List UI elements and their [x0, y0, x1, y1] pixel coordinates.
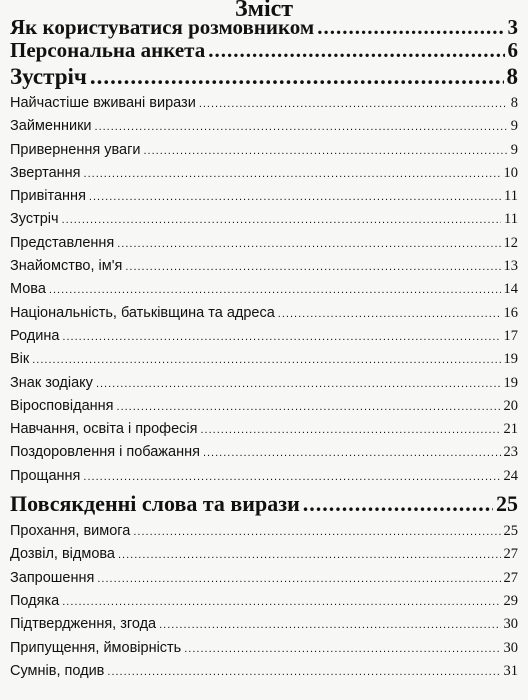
table-of-contents: [10, 16, 518, 683]
dot-leader: [278, 303, 501, 326]
toc-page-number: 9: [510, 118, 518, 135]
dot-leader: [62, 326, 500, 349]
toc-entry-label: Національність, батьківщина та адреса: [10, 304, 275, 321]
toc-entry-label: Знайомство, ім'я: [10, 258, 123, 275]
toc-entry[interactable]: [10, 185, 518, 208]
dot-leader: [303, 488, 493, 520]
toc-section-entry[interactable]: [10, 62, 518, 92]
toc-page-number: 16: [503, 304, 518, 321]
toc-page-number: 11: [504, 188, 518, 205]
toc-entry[interactable]: [10, 441, 518, 464]
dot-leader: [62, 591, 500, 614]
toc-entry[interactable]: [10, 348, 518, 371]
toc-entry-label: Зустріч: [10, 211, 59, 228]
dot-leader: [118, 544, 501, 567]
toc-page-number: 11: [504, 211, 518, 228]
toc-page-number: 27: [503, 569, 518, 586]
toc-entry-label: Привернення уваги: [10, 141, 141, 158]
dot-leader: [83, 466, 500, 489]
dot-leader: [117, 396, 501, 419]
toc-entry-label: Родина: [10, 327, 60, 344]
toc-page-number: 25: [503, 523, 518, 540]
toc-entry[interactable]: [10, 372, 518, 395]
dot-leader: [199, 93, 508, 116]
toc-entry-label: Віросповідання: [10, 397, 114, 414]
toc-entry-label: Представлення: [10, 234, 115, 251]
toc-page-number: 14: [503, 281, 518, 298]
dot-leader: [117, 233, 500, 256]
toc-section-entry[interactable]: [10, 488, 518, 520]
toc-entry[interactable]: [10, 590, 518, 613]
dot-leader: [97, 568, 500, 591]
toc-entry-label: Повсякденні слова та вирази: [10, 491, 300, 517]
toc-page-number: 19: [503, 351, 518, 368]
toc-page-number: 8: [510, 95, 518, 111]
dot-leader: [201, 419, 501, 442]
dot-leader: [49, 279, 501, 302]
dot-leader: [184, 638, 500, 661]
toc-entry-label: Подяка: [10, 592, 60, 609]
toc-entry[interactable]: [10, 302, 518, 325]
toc-page-number: 19: [503, 374, 518, 391]
toc-entry-label: Прохання, вимога: [10, 523, 131, 540]
dot-leader: [317, 16, 504, 39]
toc-entry-label: Сумнів, подив: [10, 662, 105, 679]
toc-page-number: 27: [503, 546, 518, 563]
toc-entry-label: Вік: [10, 351, 30, 368]
toc-page-number: 12: [503, 234, 518, 251]
toc-entry[interactable]: [10, 567, 518, 590]
toc-page-number: 31: [503, 662, 518, 679]
dot-leader: [62, 209, 501, 232]
toc-entry-label: Мова: [10, 281, 46, 298]
toc-entry[interactable]: [10, 208, 518, 231]
dot-leader: [133, 521, 500, 544]
toc-entry[interactable]: [10, 543, 518, 566]
toc-page-number: 13: [503, 258, 518, 275]
toc-entry[interactable]: [10, 139, 518, 162]
dot-leader: [208, 39, 504, 62]
toc-page-number: 21: [503, 421, 518, 438]
toc-entry[interactable]: [10, 465, 518, 488]
toc-page-number: 3: [507, 15, 518, 39]
dot-leader: [89, 186, 501, 209]
dot-leader: [84, 163, 501, 186]
toc-entry[interactable]: [10, 637, 518, 660]
toc-page-number: 25: [496, 491, 518, 517]
dot-leader: [90, 62, 504, 92]
toc-page-number: 10: [503, 164, 518, 181]
toc-entry-label: Підтвердження, згода: [10, 616, 157, 633]
toc-entry[interactable]: [10, 278, 518, 301]
dot-leader: [107, 661, 500, 684]
dot-leader: [125, 256, 500, 279]
toc-page-number: 17: [503, 327, 518, 344]
toc-entry-label: Персональна анкета: [10, 38, 206, 62]
toc-entry[interactable]: [10, 660, 518, 683]
dot-leader: [203, 442, 501, 465]
toc-entry-label: Знак зодіаку: [10, 374, 93, 391]
toc-page-number: 23: [503, 444, 518, 461]
toc-entry[interactable]: [10, 613, 518, 636]
toc-entry[interactable]: [10, 418, 518, 441]
toc-page-number: 30: [503, 639, 518, 656]
dot-leader: [32, 349, 500, 372]
toc-entry[interactable]: [10, 162, 518, 185]
toc-entry-label: Поздоровлення і побажання: [10, 444, 200, 461]
dot-leader: [95, 116, 508, 139]
toc-entry-label: Навчання, освіта і професія: [10, 421, 198, 438]
toc-entry[interactable]: [10, 92, 518, 115]
toc-page-number: 8: [506, 64, 518, 89]
dot-leader: [159, 614, 500, 637]
toc-entry-label: Запрошення: [10, 569, 95, 586]
toc-page-number: 9: [510, 141, 518, 158]
dot-leader: [143, 140, 507, 163]
dot-leader: [96, 373, 501, 396]
toc-entry-label: Прощання: [10, 467, 81, 484]
toc-page-number: 20: [503, 397, 518, 414]
toc-entry-label: Звертання: [10, 164, 81, 181]
toc-entry-label: Займенники: [10, 118, 92, 135]
toc-entry-label: Як користуватися розмовником: [10, 15, 315, 39]
toc-entry-label: Найчастіше вживані вирази: [10, 95, 196, 111]
toc-entry-label: Зустріч: [10, 64, 87, 89]
toc-entry-label: Привітання: [10, 188, 86, 205]
toc-entry[interactable]: [10, 520, 518, 543]
toc-entry-label: Дозвіл, відмова: [10, 546, 115, 563]
toc-entry[interactable]: [10, 115, 518, 138]
toc-page-number: 29: [503, 592, 518, 609]
toc-entry[interactable]: [10, 325, 518, 348]
toc-section-entry[interactable]: [10, 39, 518, 62]
toc-page-number: 6: [507, 38, 518, 62]
toc-entry[interactable]: [10, 255, 518, 278]
toc-entry-label: Припущення, ймовірність: [10, 639, 182, 656]
toc-entry[interactable]: [10, 395, 518, 418]
page-title: Зміст: [234, 0, 294, 22]
toc-page-number: 24: [503, 467, 518, 484]
toc-section-entry[interactable]: [10, 16, 518, 39]
toc-entry[interactable]: [10, 232, 518, 255]
toc-page-number: 30: [503, 616, 518, 633]
